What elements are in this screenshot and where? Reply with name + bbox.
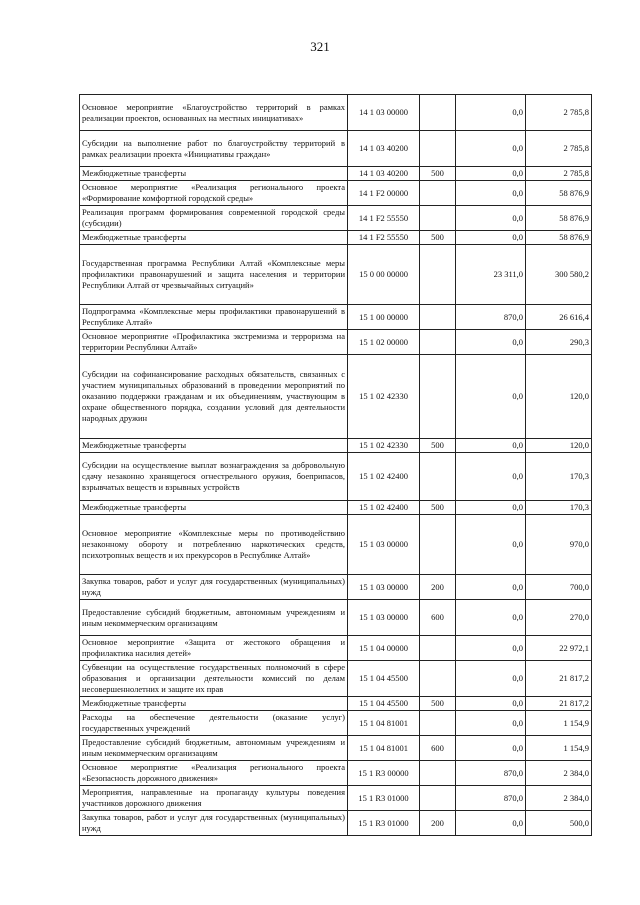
row-amount-1: 0,0 bbox=[456, 811, 526, 836]
row-name: Основное мероприятие «Профилактика экстремизма и терроризма на территории Республики Алтай» bbox=[80, 330, 348, 355]
row-code: 15 1 R3 01000 bbox=[348, 811, 420, 836]
row-amount-2: 290,3 bbox=[526, 330, 592, 355]
row-name: Основное мероприятие «Защита от жестокого обращения и профилактика насилия детей» bbox=[80, 636, 348, 661]
row-expense-type bbox=[420, 206, 456, 231]
row-expense-type bbox=[420, 636, 456, 661]
row-name: Предоставление субсидий бюджетным, автономным учреждениям и иным некоммерческим организациям bbox=[80, 600, 348, 636]
row-expense-type bbox=[420, 355, 456, 439]
row-name: Межбюджетные трансферты bbox=[80, 697, 348, 711]
row-name: Основное мероприятие «Благоустройство территорий в рамках реализации проектов, основанных на местных инициативах» bbox=[80, 95, 348, 131]
table-row bbox=[80, 575, 592, 600]
row-name: Основное мероприятие «Реализация регионального проекта «Безопасность дорожного движения» bbox=[80, 761, 348, 786]
row-amount-2: 1 154,9 bbox=[526, 711, 592, 736]
row-name: Закупка товаров, работ и услуг для государственных (муниципальных) нужд bbox=[80, 811, 348, 836]
row-expense-type: 500 bbox=[420, 697, 456, 711]
table-row bbox=[80, 711, 592, 736]
row-amount-2: 2 785,8 bbox=[526, 131, 592, 167]
row-code: 15 1 R3 00000 bbox=[348, 761, 420, 786]
row-code: 15 1 03 00000 bbox=[348, 515, 420, 575]
table-row bbox=[80, 206, 592, 231]
row-amount-2: 58 876,9 bbox=[526, 206, 592, 231]
row-amount-1: 0,0 bbox=[456, 131, 526, 167]
row-amount-1: 0,0 bbox=[456, 600, 526, 636]
row-amount-1: 0,0 bbox=[456, 501, 526, 515]
row-expense-type: 500 bbox=[420, 231, 456, 245]
row-amount-2: 21 817,2 bbox=[526, 661, 592, 697]
budget-table-body bbox=[80, 95, 592, 836]
table-row bbox=[80, 697, 592, 711]
row-amount-1: 23 311,0 bbox=[456, 245, 526, 305]
row-code: 14 1 F2 55550 bbox=[348, 206, 420, 231]
row-expense-type: 500 bbox=[420, 501, 456, 515]
row-name: Межбюджетные трансферты bbox=[80, 231, 348, 245]
row-expense-type: 500 bbox=[420, 439, 456, 453]
row-amount-1: 0,0 bbox=[456, 95, 526, 131]
row-name: Реализация программ формирования современной городской среды (субсидии) bbox=[80, 206, 348, 231]
table-row bbox=[80, 786, 592, 811]
row-amount-2: 21 817,2 bbox=[526, 697, 592, 711]
row-code: 14 1 03 00000 bbox=[348, 95, 420, 131]
row-expense-type: 500 bbox=[420, 167, 456, 181]
row-expense-type bbox=[420, 761, 456, 786]
row-amount-1: 0,0 bbox=[456, 636, 526, 661]
row-expense-type bbox=[420, 305, 456, 330]
row-amount-2: 2 384,0 bbox=[526, 761, 592, 786]
row-amount-2: 2 384,0 bbox=[526, 786, 592, 811]
row-code: 15 1 00 00000 bbox=[348, 305, 420, 330]
row-expense-type bbox=[420, 131, 456, 167]
row-name: Межбюджетные трансферты bbox=[80, 439, 348, 453]
row-expense-type: 600 bbox=[420, 600, 456, 636]
row-name: Основное мероприятие «Комплексные меры по противодействию незаконному обороту и потреблению наркотических средств, психотропных веществ и их прекурсоров в Республике Алтай» bbox=[80, 515, 348, 575]
row-code: 14 1 03 40200 bbox=[348, 167, 420, 181]
row-name: Межбюджетные трансферты bbox=[80, 167, 348, 181]
row-code: 15 1 04 00000 bbox=[348, 636, 420, 661]
row-name: Расходы на обеспечение деятельности (оказание услуг) государственных учреждений bbox=[80, 711, 348, 736]
row-amount-2: 500,0 bbox=[526, 811, 592, 836]
row-amount-1: 0,0 bbox=[456, 661, 526, 697]
row-amount-2: 700,0 bbox=[526, 575, 592, 600]
table-row bbox=[80, 636, 592, 661]
table-row bbox=[80, 501, 592, 515]
row-amount-2: 22 972,1 bbox=[526, 636, 592, 661]
row-amount-2: 970,0 bbox=[526, 515, 592, 575]
row-amount-2: 2 785,8 bbox=[526, 95, 592, 131]
row-expense-type bbox=[420, 330, 456, 355]
row-amount-2: 270,0 bbox=[526, 600, 592, 636]
row-expense-type bbox=[420, 786, 456, 811]
row-code: 14 1 F2 00000 bbox=[348, 181, 420, 206]
row-code: 14 1 F2 55550 bbox=[348, 231, 420, 245]
row-code: 15 1 02 42330 bbox=[348, 355, 420, 439]
row-amount-1: 0,0 bbox=[456, 330, 526, 355]
row-name: Основное мероприятие «Реализация регионального проекта «Формирование комфортной городской среды» bbox=[80, 181, 348, 206]
row-code: 15 1 02 42400 bbox=[348, 501, 420, 515]
row-name: Закупка товаров, работ и услуг для государственных (муниципальных) нужд bbox=[80, 575, 348, 600]
row-amount-2: 120,0 bbox=[526, 439, 592, 453]
row-amount-1: 0,0 bbox=[456, 355, 526, 439]
row-code: 15 0 00 00000 bbox=[348, 245, 420, 305]
row-amount-1: 0,0 bbox=[456, 515, 526, 575]
row-code: 15 1 03 00000 bbox=[348, 575, 420, 600]
row-expense-type bbox=[420, 453, 456, 501]
row-code: 15 1 04 45500 bbox=[348, 697, 420, 711]
row-amount-2: 1 154,9 bbox=[526, 736, 592, 761]
row-name: Субсидии на софинансирование расходных обязательств, связанных с участием муниципальных образований в проведении мероприятий по оказанию поддержки гражданам и их объединениям, участвующим в охране общественного порядка, создании условий для деятельности народных дружин bbox=[80, 355, 348, 439]
row-amount-1: 0,0 bbox=[456, 736, 526, 761]
row-expense-type bbox=[420, 711, 456, 736]
row-amount-2: 58 876,9 bbox=[526, 231, 592, 245]
row-expense-type bbox=[420, 181, 456, 206]
row-code: 15 1 03 00000 bbox=[348, 600, 420, 636]
row-amount-2: 2 785,8 bbox=[526, 167, 592, 181]
row-name: Государственная программа Республики Алтай «Комплексные меры профилактики правонарушений и защита населения и территории Республики Алтай от чрезвычайных ситуаций» bbox=[80, 245, 348, 305]
table-row bbox=[80, 181, 592, 206]
table-row bbox=[80, 439, 592, 453]
row-amount-2: 170,3 bbox=[526, 501, 592, 515]
row-name: Субсидии на осуществление выплат вознаграждения за добровольную сдачу незаконно хранящегося огнестрельного оружия, боеприпасов, взрывчатых веществ и взрывных устройств bbox=[80, 453, 348, 501]
table-row bbox=[80, 453, 592, 501]
row-expense-type bbox=[420, 95, 456, 131]
table-row bbox=[80, 736, 592, 761]
budget-table bbox=[79, 94, 592, 836]
row-code: 15 1 R3 01000 bbox=[348, 786, 420, 811]
row-code: 15 1 04 81001 bbox=[348, 736, 420, 761]
table-row bbox=[80, 95, 592, 131]
row-name: Предоставление субсидий бюджетным, автономным учреждениям и иным некоммерческим организациям bbox=[80, 736, 348, 761]
row-amount-1: 870,0 bbox=[456, 786, 526, 811]
row-expense-type: 200 bbox=[420, 575, 456, 600]
row-expense-type: 600 bbox=[420, 736, 456, 761]
row-expense-type bbox=[420, 661, 456, 697]
row-code: 15 1 04 81001 bbox=[348, 711, 420, 736]
table-row bbox=[80, 131, 592, 167]
row-amount-1: 0,0 bbox=[456, 697, 526, 711]
row-amount-1: 0,0 bbox=[456, 231, 526, 245]
row-code: 15 1 02 00000 bbox=[348, 330, 420, 355]
row-expense-type: 200 bbox=[420, 811, 456, 836]
table-row bbox=[80, 167, 592, 181]
row-code: 15 1 02 42330 bbox=[348, 439, 420, 453]
table-row bbox=[80, 600, 592, 636]
row-amount-2: 26 616,4 bbox=[526, 305, 592, 330]
row-amount-1: 0,0 bbox=[456, 575, 526, 600]
row-amount-1: 870,0 bbox=[456, 305, 526, 330]
row-amount-1: 0,0 bbox=[456, 206, 526, 231]
row-amount-1: 0,0 bbox=[456, 167, 526, 181]
row-amount-2: 300 580,2 bbox=[526, 245, 592, 305]
row-name: Межбюджетные трансферты bbox=[80, 501, 348, 515]
row-amount-1: 0,0 bbox=[456, 181, 526, 206]
row-code: 15 1 02 42400 bbox=[348, 453, 420, 501]
row-code: 14 1 03 40200 bbox=[348, 131, 420, 167]
table-row bbox=[80, 330, 592, 355]
row-name: Подпрограмма «Комплексные меры профилактики правонарушений в Республике Алтай» bbox=[80, 305, 348, 330]
row-expense-type bbox=[420, 515, 456, 575]
table-row bbox=[80, 761, 592, 786]
table-row bbox=[80, 231, 592, 245]
row-amount-2: 58 876,9 bbox=[526, 181, 592, 206]
row-amount-1: 0,0 bbox=[456, 453, 526, 501]
table-row bbox=[80, 355, 592, 439]
row-name: Субсидии на выполнение работ по благоустройству территорий в рамках реализации проекта «Инициативы граждан» bbox=[80, 131, 348, 167]
row-amount-2: 120,0 bbox=[526, 355, 592, 439]
table-row bbox=[80, 305, 592, 330]
table-row bbox=[80, 811, 592, 836]
table-row bbox=[80, 661, 592, 697]
row-amount-1: 0,0 bbox=[456, 711, 526, 736]
row-amount-1: 870,0 bbox=[456, 761, 526, 786]
row-amount-2: 170,3 bbox=[526, 453, 592, 501]
table-row bbox=[80, 515, 592, 575]
page-number: 321 bbox=[310, 39, 330, 54]
row-expense-type bbox=[420, 245, 456, 305]
row-amount-1: 0,0 bbox=[456, 439, 526, 453]
row-code: 15 1 04 45500 bbox=[348, 661, 420, 697]
table-row bbox=[80, 245, 592, 305]
row-name: Субвенции на осуществление государственных полномочий в сфере образования и организации деятельности комиссий по делам несовершеннолетних и защите их прав bbox=[80, 661, 348, 697]
row-name: Мероприятия, направленные на пропаганду культуры поведения участников дорожного движения bbox=[80, 786, 348, 811]
